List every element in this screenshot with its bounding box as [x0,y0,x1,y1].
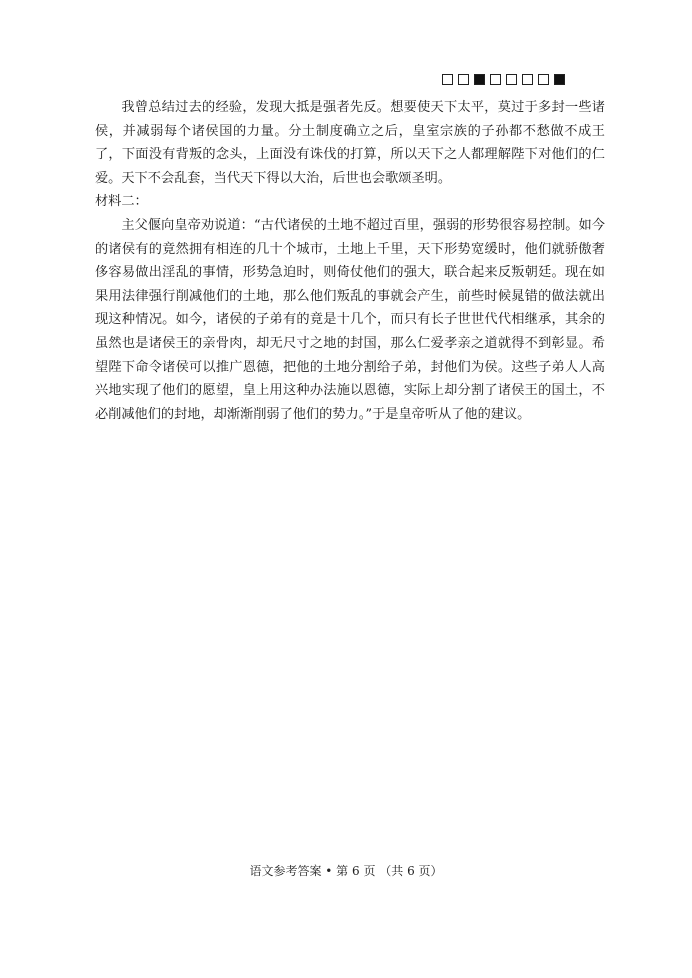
page-marker-squares [442,74,565,85]
document-body [95,96,605,426]
marker-square-filled [554,74,565,85]
marker-square [522,74,533,85]
page-footer: 语文参考答案 • 第 6 页 （共 6 页） [249,864,443,878]
paragraph-2: 主父偃向皇帝劝说道：“古代诸侯的土地不超过百里，强弱的形势很容易控制。如今的诸侯有的竟然拥有相连的几十个城市，土地上千里，天下形势宽缓时，他们就骄傲奢侈容易做出淫乱的事情，形势急迫时，则倚仗他们的强大，联合起来反叛朝廷。现在如果用法律强行削减他们的土地，那么他们叛乱的事就会产生，前些时候晁错的做法就出现这种情况。如今，诸侯的子弟有的竟是十几个，而只有长子世世代代相继承，其余的虽然也是诸侯王的亲骨肉，却无尺寸之地的封国，那么仁爱孝亲之道就得不到彰显。希望陛下命令诸侯可以推广恩德，把他的土地分割给子弟，封他们为侯。这些子弟人人高兴地实现了他们的愿望，皇上用这种办法施以恩德，实际上却分割了诸侯王的国土，不必削减他们的封地，却渐渐削弱了他们的势力。”于是皇帝听从了他的建议。 [95,217,605,422]
marker-square [442,74,453,85]
marker-square [506,74,517,85]
paragraph-1: 我曾总结过去的经验，发现大抵是强者先反。想要使天下太平，莫过于多封一些诸侯，并减弱每个诸侯国的力量。分土制度确立之后，皇室宗族的子孙都不愁做不成王了，下面没有背叛的念头，上面没有诛伐的打算，所以天下之人都理解陛下对他们的仁爱。天下不会乱套，当代天下得以大治，后世也会歌颂圣明。 [95,100,605,186]
marker-square-filled [474,74,485,85]
material-2-label: 材料二： [95,194,148,210]
marker-square [458,74,469,85]
marker-square [538,74,549,85]
marker-square [490,74,501,85]
